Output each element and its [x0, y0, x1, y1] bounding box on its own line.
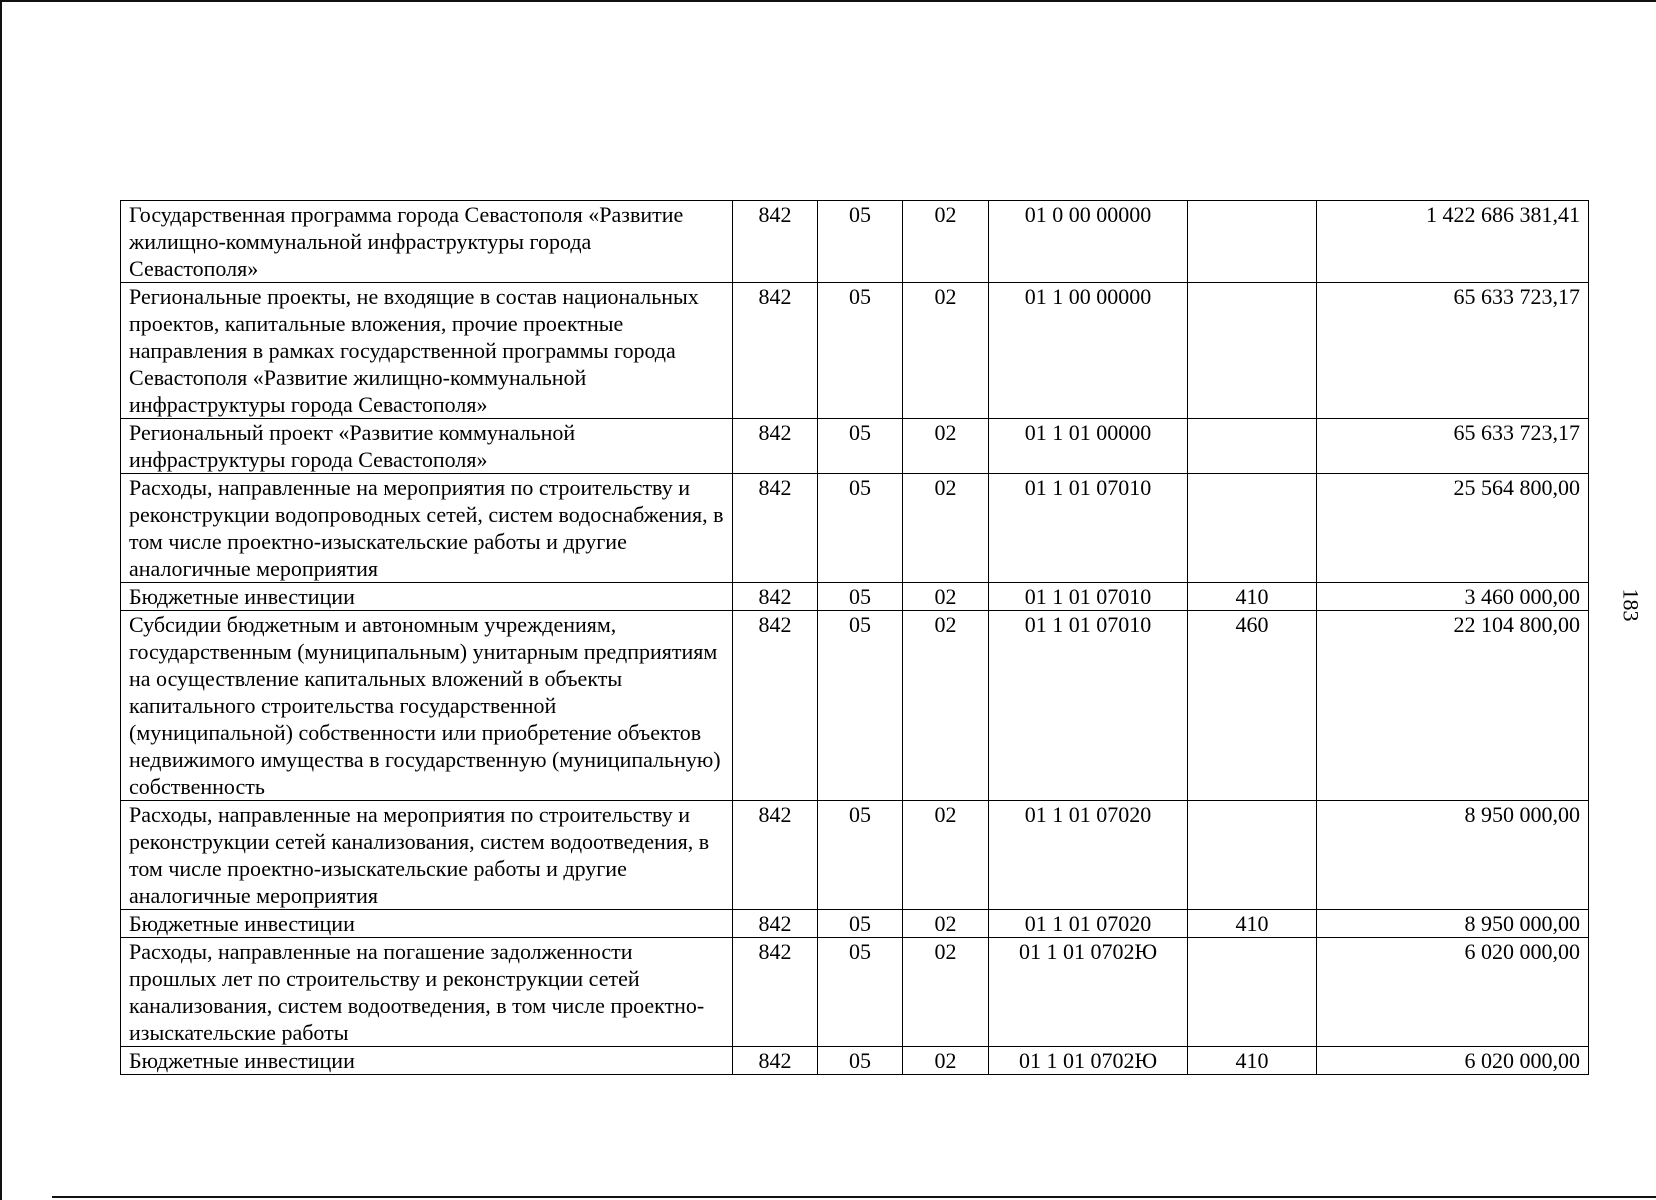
row-ved: 842: [733, 583, 818, 611]
row-pr: 02: [903, 801, 989, 910]
row-sum: 3 460 000,00: [1317, 583, 1589, 611]
row-sum: 8 950 000,00: [1317, 910, 1589, 938]
row-csr: 01 1 01 07010: [989, 611, 1188, 801]
row-vr: [1188, 283, 1317, 419]
page-bottom-rule: [52, 1196, 1656, 1198]
table-row: [121, 201, 1589, 283]
row-csr: 01 1 01 07010: [989, 583, 1188, 611]
row-csr: 01 1 01 0702Ю: [989, 1047, 1188, 1075]
row-rz: 05: [818, 910, 903, 938]
row-name: Бюджетные инвестиции: [121, 583, 733, 611]
row-csr: 01 1 01 07020: [989, 801, 1188, 910]
row-ved: 842: [733, 201, 818, 283]
row-sum: 65 633 723,17: [1317, 283, 1589, 419]
row-sum: 8 950 000,00: [1317, 801, 1589, 910]
row-name: Субсидии бюджетным и автономным учреждениям, государственным (муниципальным) унитарным предприятиям на осуществление капитальных вложений в объекты капитального строительства государственной (муниципальной) собственности или приобретение объектов недвижимого имущества в государственную (муниципальную) собственность: [121, 611, 733, 801]
row-name: Расходы, направленные на погашение задолженности прошлых лет по строительству и реконструкции сетей канализования, систем водоотведения, в том числе проектно-изыскательские работы: [121, 938, 733, 1047]
page-top-border: [0, 0, 1656, 2]
row-rz: 05: [818, 938, 903, 1047]
row-sum: 6 020 000,00: [1317, 938, 1589, 1047]
table-row: [121, 583, 1589, 611]
row-vr: [1188, 201, 1317, 283]
row-sum: 22 104 800,00: [1317, 611, 1589, 801]
table-row: [121, 1047, 1589, 1075]
row-name: Расходы, направленные на мероприятия по строительству и реконструкции водопроводных сетей, систем водоснабжения, в том числе проектно-изыскательские работы и другие аналогичные мероприятия: [121, 474, 733, 583]
row-rz: 05: [818, 1047, 903, 1075]
row-csr: 01 1 01 00000: [989, 419, 1188, 474]
row-rz: 05: [818, 611, 903, 801]
row-csr: 01 1 00 00000: [989, 283, 1188, 419]
row-ved: 842: [733, 474, 818, 583]
row-pr: 02: [903, 938, 989, 1047]
table-row: [121, 910, 1589, 938]
row-name: Государственная программа города Севастополя «Развитие жилищно-коммунальной инфраструктуры города Севастополя»: [121, 201, 733, 283]
row-rz: 05: [818, 474, 903, 583]
row-sum: 1 422 686 381,41: [1317, 201, 1589, 283]
table-row: [121, 474, 1589, 583]
row-csr: 01 1 01 07020: [989, 910, 1188, 938]
row-name: Бюджетные инвестиции: [121, 910, 733, 938]
row-vr: [1188, 419, 1317, 474]
row-pr: 02: [903, 419, 989, 474]
row-pr: 02: [903, 1047, 989, 1075]
row-vr: 410: [1188, 583, 1317, 611]
row-vr: 410: [1188, 910, 1317, 938]
row-pr: 02: [903, 201, 989, 283]
page-number: 183: [1618, 588, 1644, 622]
table-row: [121, 611, 1589, 801]
row-pr: 02: [903, 910, 989, 938]
row-ved: 842: [733, 938, 818, 1047]
row-ved: 842: [733, 283, 818, 419]
row-csr: 01 0 00 00000: [989, 201, 1188, 283]
row-csr: 01 1 01 0702Ю: [989, 938, 1188, 1047]
row-sum: 6 020 000,00: [1317, 1047, 1589, 1075]
row-name: Региональный проект «Развитие коммунальной инфраструктуры города Севастополя»: [121, 419, 733, 474]
row-ved: 842: [733, 910, 818, 938]
row-pr: 02: [903, 283, 989, 419]
table-row: [121, 283, 1589, 419]
row-pr: 02: [903, 474, 989, 583]
row-ved: 842: [733, 1047, 818, 1075]
row-rz: 05: [818, 283, 903, 419]
row-pr: 02: [903, 611, 989, 801]
row-rz: 05: [818, 419, 903, 474]
row-rz: 05: [818, 801, 903, 910]
row-ved: 842: [733, 419, 818, 474]
row-name: Региональные проекты, не входящие в состав национальных проектов, капитальные вложения, прочие проектные направления в рамках государственной программы города Севастополя «Развитие жилищно-коммунальной инфраструктуры города Севастополя»: [121, 283, 733, 419]
row-pr: 02: [903, 583, 989, 611]
row-vr: [1188, 801, 1317, 910]
row-name: Расходы, направленные на мероприятия по строительству и реконструкции сетей канализования, систем водоотведения, в том числе проектно-изыскательские работы и другие аналогичные мероприятия: [121, 801, 733, 910]
row-ved: 842: [733, 611, 818, 801]
row-rz: 05: [818, 583, 903, 611]
row-vr: 410: [1188, 1047, 1317, 1075]
row-rz: 05: [818, 201, 903, 283]
row-vr: 460: [1188, 611, 1317, 801]
row-csr: 01 1 01 07010: [989, 474, 1188, 583]
row-vr: [1188, 938, 1317, 1047]
row-name: Бюджетные инвестиции: [121, 1047, 733, 1075]
row-sum: 65 633 723,17: [1317, 419, 1589, 474]
table-row: [121, 419, 1589, 474]
budget-table: [120, 200, 1589, 1075]
row-sum: 25 564 800,00: [1317, 474, 1589, 583]
table-row: [121, 938, 1589, 1047]
row-ved: 842: [733, 801, 818, 910]
table-row: [121, 801, 1589, 910]
row-vr: [1188, 474, 1317, 583]
page-left-border: [0, 0, 2, 1200]
